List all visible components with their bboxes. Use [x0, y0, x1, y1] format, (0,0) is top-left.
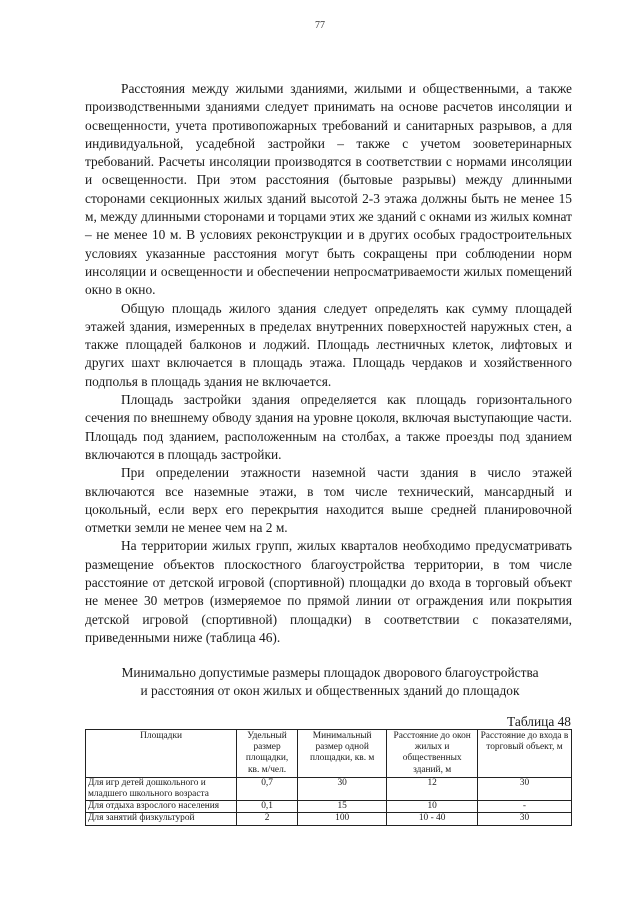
- cell-distance-shop: -: [477, 801, 571, 813]
- header-playgrounds: Площадки: [86, 730, 237, 778]
- cell-specific-size: 0,7: [237, 777, 298, 800]
- table-title-line-1: Минимально допустимые размеры площадок дворового благоустройства: [121, 665, 539, 680]
- paragraph-total-area: Общую площадь жилого здания следует определять как сумму площадей этажей здания, измеренных в пределах внутренних поверхностей наружных стен, а также площадей балконов и лоджий. Площадь лестничных клеток, лифтовых и других шахт включается в площадь этажа. Площадь чердаков и хозяйственного подполья в площадь здания не включается.: [85, 300, 572, 389]
- body-text: [85, 80, 572, 647]
- cell-playground-type: Для отдыха взрослого населения: [86, 801, 237, 813]
- cell-distance-windows: 12: [387, 777, 477, 800]
- table-row: [86, 777, 572, 800]
- header-distance-shop: Расстояние до входа в торговый объект, м: [477, 730, 571, 778]
- cell-playground-type: Для занятий физкультурой: [86, 813, 237, 825]
- page-number: 77: [315, 20, 325, 31]
- paragraph-building-footprint: Площадь застройки здания определяется как площадь горизонтального сечения по внешнему обводу здания на уровне цоколя, включая выступающие части. Площадь под зданием, расположенным на столбах, а также проезды под зданием включаются в площадь застройки.: [85, 392, 572, 462]
- cell-min-size: 30: [297, 777, 386, 800]
- cell-min-size: 100: [297, 813, 386, 825]
- cell-min-size: 15: [297, 801, 386, 813]
- table-row: [86, 801, 572, 813]
- playground-table: [85, 729, 572, 826]
- table-title: [70, 664, 590, 701]
- table-label: Таблица 48: [507, 714, 571, 729]
- table-header-row: [86, 730, 572, 778]
- cell-distance-windows: 10 - 40: [387, 813, 477, 825]
- cell-specific-size: 2: [237, 813, 298, 825]
- header-specific-size: Удельный размер площадки, кв. м/чел.: [237, 730, 298, 778]
- table-title-line-2: и расстояния от окон жилых и общественных зданий до площадок: [140, 683, 520, 699]
- cell-distance-shop: 30: [477, 813, 571, 825]
- cell-distance-shop: 30: [477, 777, 571, 800]
- paragraph-playgrounds: На территории жилых групп, жилых кварталов необходимо предусматривать размещение объектов плоскостного благоустройства территории, в том числе расстояние от детской игровой (спортивной) площадки до входа в торговый объект не менее 30 метров (измеряемое по прямой линии от ограждения или покрытия детской игровой (спортивной) площадки) в соответствии с показателями, приведенными ниже (таблица 46).: [85, 538, 572, 645]
- cell-playground-type: Для игр детей дошкольного и младшего школьного возраста: [86, 777, 237, 800]
- table-row: [86, 813, 572, 825]
- paragraph-storeys: При определении этажности наземной части здания в число этажей включаются все наземные этажи, в том числе технический, мансардный и цокольный, если верх его перекрытия находится выше средней планировочной отметки земли не менее чем на 2 м.: [85, 465, 572, 536]
- cell-specific-size: 0,1: [237, 801, 298, 813]
- cell-distance-windows: 10: [387, 801, 477, 813]
- header-distance-windows: Расстояние до окон жилых и общественных зданий, м: [387, 730, 477, 778]
- paragraph-distances: Расстояния между жилыми зданиями, жилыми и общественными, а также производственными зданиями следует принимать на основе расчетов инсоляции и освещенности, учета противопожарных требований и санитарных разрывов, а для индивидуальной, усадебной застройки – также с учетом зооветеринарных требований. Расчеты инсоляции производятся в соответствии с нормами инсоляции и освещенности. При этом расстояния (бытовые разрывы) между длинными сторонами секционных жилых зданий высотой 2-3 этажа должны быть не менее 15 м, между длинными сторонами и торцами этих же зданий с окнами из жилых комнат – не менее 10 м. В условиях реконструкции и в других особых градостроительных условиях указанные расстояния могут быть сокращены при соблюдении норм инсоляции и освещенности и обеспечении непросматриваемости жилых помещений окно в окно.: [85, 81, 572, 298]
- header-min-size: Минимальный размер одной площадки, кв. м: [297, 730, 386, 778]
